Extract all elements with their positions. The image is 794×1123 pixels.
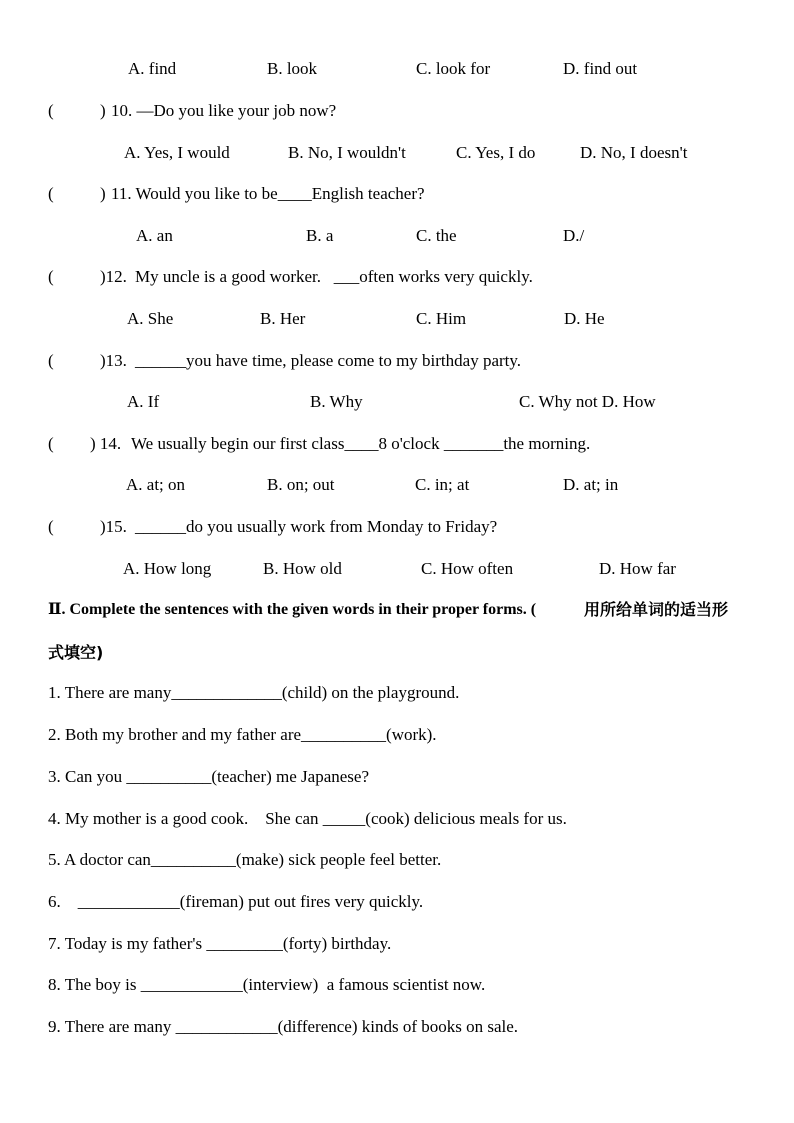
answer-paren-open: (: [48, 434, 54, 453]
option-a: A. at; on: [126, 475, 186, 494]
answer-paren-open: (: [48, 101, 54, 120]
option-a: A. She: [127, 309, 174, 328]
option-b: B. on; out: [267, 475, 335, 494]
option-d: D. No, I doesn't: [580, 143, 688, 162]
question-text: My uncle is a good worker. ___often works very quickly.: [135, 267, 533, 286]
q9-option-a: A. find: [128, 59, 177, 78]
option-d: D. at; in: [563, 475, 619, 494]
fill-item-9: 9. There are many ____________(difference) kinds of books on sale.: [48, 1017, 519, 1036]
section-heading-cn: 用所给单词的适当形: [584, 600, 729, 619]
option-a: A. an: [136, 226, 173, 245]
option-b: B. Why: [310, 392, 363, 411]
section-heading-en: Ⅱ. Complete the sentences with the given words in their proper forms. (: [48, 601, 537, 618]
fill-item-7: 7. Today is my father's _________(forty) birthday.: [48, 934, 392, 953]
option-c: C. Yes, I do: [456, 143, 536, 162]
answer-paren-close: )13.: [100, 351, 127, 370]
option-a: A. Yes, I would: [124, 143, 230, 162]
answer-paren-close: ): [100, 184, 106, 203]
answer-paren-open: (: [48, 517, 54, 536]
fill-item-3: 3. Can you __________(teacher) me Japanese?: [48, 767, 369, 786]
answer-paren-open: (: [48, 184, 54, 203]
answer-paren-close: ): [100, 101, 106, 120]
option-d: D./: [563, 226, 585, 245]
option-c: C. How often: [421, 559, 514, 578]
option-a: A. How long: [123, 559, 212, 578]
question-text: We usually begin our first class____8 o'clock _______the morning.: [131, 434, 591, 453]
option-b: B. a: [306, 226, 334, 245]
fill-item-8: 8. The boy is ____________(interview) a famous scientist now.: [48, 975, 486, 994]
option-b: B. Her: [260, 309, 306, 328]
option-c: C. the: [416, 226, 457, 245]
question-text: 10. —Do you like your job now?: [111, 101, 337, 120]
q9-option-b: B. look: [267, 59, 318, 78]
fill-item-1: 1. There are many_____________(child) on the playground.: [48, 683, 460, 702]
option-a: A. If: [127, 392, 160, 411]
fill-item-2: 2. Both my brother and my father are__________(work).: [48, 725, 437, 744]
answer-paren-open: (: [48, 267, 54, 286]
question-text: 11. Would you like to be____English teacher?: [111, 184, 425, 203]
option-c: C. Him: [416, 309, 467, 328]
answer-paren-close: ) 14.: [90, 434, 122, 453]
answer-paren-open: (: [48, 351, 54, 370]
option-b: B. No, I wouldn't: [288, 143, 406, 162]
option-c-d: C. Why not D. How: [519, 392, 656, 411]
option-b: B. How old: [263, 559, 342, 578]
fill-item-4: 4. My mother is a good cook. She can _____(cook) delicious meals for us.: [48, 809, 567, 828]
option-d: D. He: [564, 309, 605, 328]
answer-paren-close: )15.: [100, 517, 127, 536]
fill-item-5: 5. A doctor can__________(make) sick people feel better.: [48, 850, 442, 869]
option-d: D. How far: [599, 559, 676, 578]
section-heading-cn-cont: 式填空): [48, 643, 104, 662]
question-text: ______do you usually work from Monday to Friday?: [135, 517, 498, 536]
option-c: C. in; at: [415, 475, 470, 494]
fill-item-6: 6. ____________(fireman) put out fires very quickly.: [48, 892, 424, 911]
question-text: ______you have time, please come to my birthday party.: [135, 351, 522, 370]
answer-paren-close: )12.: [100, 267, 127, 286]
q9-option-d: D. find out: [563, 59, 638, 78]
q9-option-c: C. look for: [416, 59, 491, 78]
